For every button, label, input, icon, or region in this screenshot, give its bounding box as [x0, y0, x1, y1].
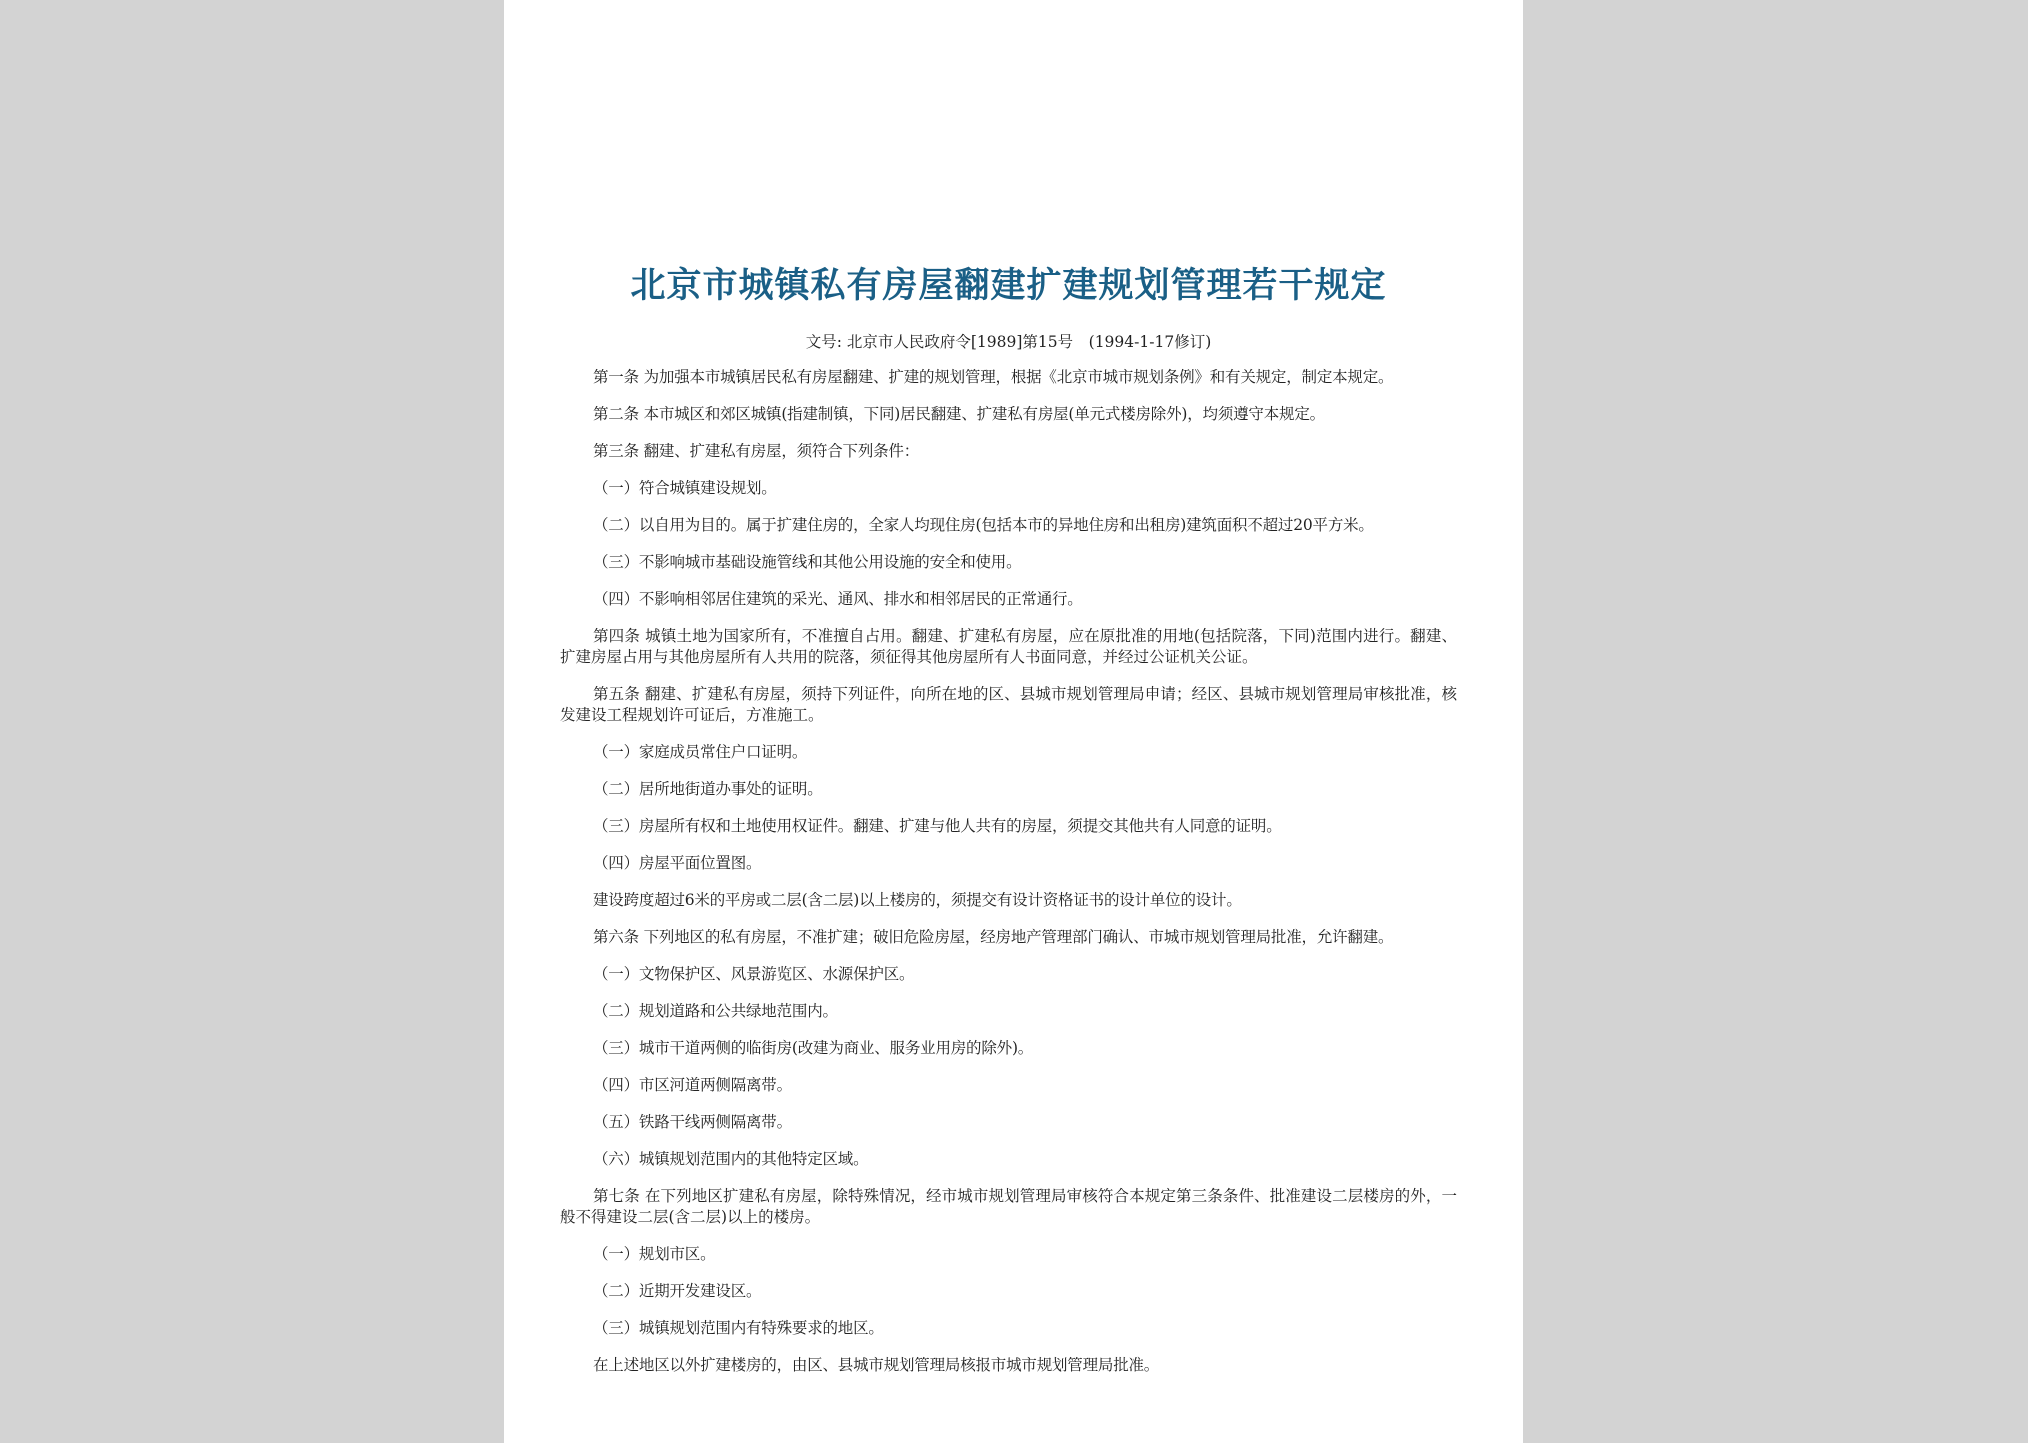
article-5: 第五条 翻建、扩建私有房屋，须持下列证件，向所在地的区、县城市规划管理局申请；经区、县城市规划管理局审核批准，核发建设工程规划许可证后，方准施工。 [560, 685, 1457, 724]
article-7-item-1: （一）规划市区。 [593, 1245, 716, 1263]
document-number: 文号: 北京市人民政府令[1989]第15号 (1994-1-17修订) [805, 333, 1212, 351]
article-5-item-2: （二）居所地街道办事处的证明。 [593, 780, 823, 798]
article-6-item-3: （三）城市干道两侧的临街房(改建为商业、服务业用房的除外)。 [593, 1039, 1034, 1057]
article-6-item-2: （二）规划道路和公共绿地范围内。 [593, 1002, 838, 1020]
article-3-item-1: （一）符合城镇建设规划。 [593, 479, 777, 497]
article-3-item-2: （二）以自用为目的。属于扩建住房的，全家人均现住房(包括本市的异地住房和出租房)建筑面积不超过20平方米。 [593, 516, 1374, 534]
article-6-item-5: （五）铁路干线两侧隔离带。 [593, 1113, 792, 1131]
article-6-item-6: （六）城镇规划范围内的其他特定区域。 [593, 1150, 869, 1168]
article-7-item-2: （二）近期开发建设区。 [593, 1282, 762, 1300]
article-6-item-1: （一）文物保护区、风景游览区、水源保护区。 [593, 965, 915, 983]
article-6-item-4: （四）市区河道两侧隔离带。 [593, 1076, 792, 1094]
article-3-item-4: （四）不影响相邻居住建筑的采光、通风、排水和相邻居民的正常通行。 [593, 590, 1083, 608]
article-3: 第三条 翻建、扩建私有房屋，须符合下列条件： [593, 442, 920, 460]
article-5-item-1: （一）家庭成员常住户口证明。 [593, 743, 808, 761]
article-5-item-3: （三）房屋所有权和土地使用权证件。翻建、扩建与他人共有的房屋，须提交其他共有人同意的证明。 [593, 817, 1282, 835]
article-7-item-3: （三）城镇规划范围内有特殊要求的地区。 [593, 1319, 884, 1337]
article-2: 第二条 本市城区和郊区城镇(指建制镇，下同)居民翻建、扩建私有房屋(单元式楼房除外)，均须遵守本规定。 [593, 405, 1325, 423]
article-1: 第一条 为加强本市城镇居民私有房屋翻建、扩建的规划管理，根据《北京市城市规划条例》和有关规定，制定本规定。 [593, 368, 1394, 386]
article-7: 第七条 在下列地区扩建私有房屋，除特殊情况，经市城市规划管理局审核符合本规定第三条条件、批准建设二层楼房的外，一般不得建设二层(含二层)以上的楼房。 [560, 1187, 1457, 1226]
article-6: 第六条 下列地区的私有房屋，不准扩建；破旧危险房屋，经房地产管理部门确认、市城市规划管理局批准，允许翻建。 [593, 928, 1394, 946]
article-7-note: 在上述地区以外扩建楼房的，由区、县城市规划管理局核报市城市规划管理局批准。 [593, 1356, 1160, 1374]
document-title: 北京市城镇私有房屋翻建扩建规划管理若干规定 [630, 265, 1387, 306]
document-page [504, 0, 1523, 1443]
article-4: 第四条 城镇土地为国家所有，不准擅自占用。翻建、扩建私有房屋，应在原批准的用地(包括院落，下同)范围内进行。翻建、扩建房屋占用与其他房屋所有人共用的院落，须征得其他房屋所有人书面同意，并经过公证机关公证。 [560, 627, 1457, 666]
article-3-item-3: （三）不影响城市基础设施管线和其他公用设施的安全和使用。 [593, 553, 1022, 571]
article-5-item-4: （四）房屋平面位置图。 [593, 854, 762, 872]
article-5-note: 建设跨度超过6米的平房或二层(含二层)以上楼房的，须提交有设计资格证书的设计单位的设计。 [593, 891, 1242, 909]
